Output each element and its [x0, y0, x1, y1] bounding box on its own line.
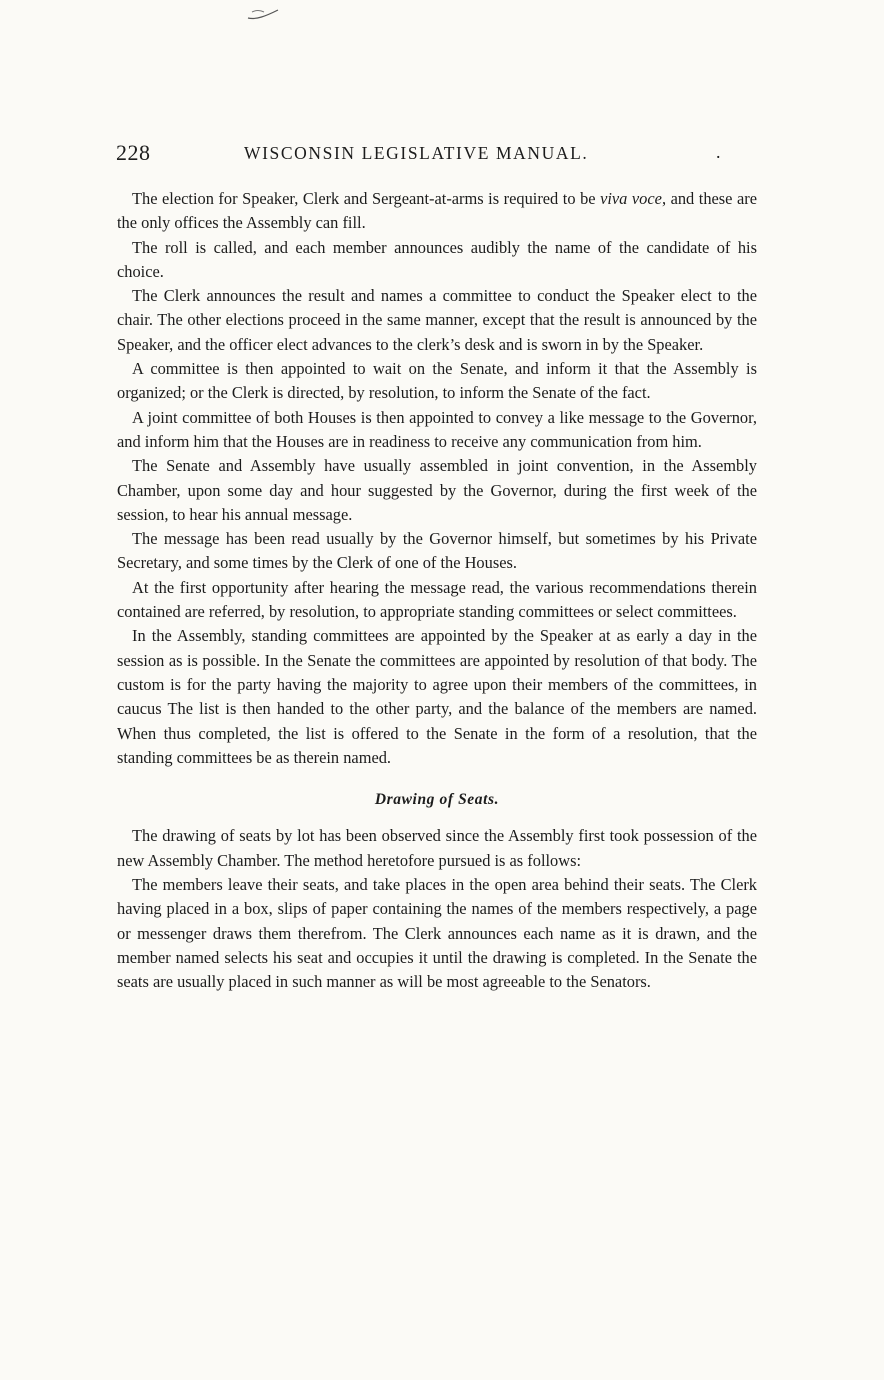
page-body [117, 187, 757, 995]
stray-mark: . [716, 142, 721, 162]
page-header [116, 140, 756, 170]
page-number: 228 [116, 140, 151, 165]
paragraph-clerk-announces: The Clerk announces the result and names a committee to conduct the Speaker elect to the chair. The other elections proceed in the same manner, except that the result is announced by the Speaker, and the officer elect advances to the clerk’s desk and is sworn in by the Speaker. [117, 286, 757, 354]
paragraph-joint-convention: The Senate and Assembly have usually assembled in joint convention, in the Assembly Chamber, upon some day and hour suggested by the Governor, during the first week of the session, to hear his annual message. [117, 456, 757, 524]
running-title: WISCONSIN LEGISLATIVE MANUAL. [244, 143, 589, 163]
paragraph-message-read: The message has been read usually by the Governor himself, but sometimes by his Private Secretary, and some times by the Clerk of one of the Houses. [117, 529, 757, 573]
paragraph-roll-call: The roll is called, and each member announces audibly the name of the candidate of his choice. [117, 237, 757, 281]
paragraph-standing-committees: In the Assembly, standing committees are appointed by the Speaker at as early a day in the session as is possible. In the Senate the committees are appointed by resolution of that body. The custom is for the party having the majority to agree upon their members of the committees, in caucus The list is then handed to the other party, and the balance of the members are named. When thus completed, the list is offered to the Senate in the form of a resolution, that the standing committees be as therein named. [117, 626, 757, 767]
paragraph-members-leave: The members leave their seats, and take places in the open area behind their seats. The Clerk having placed in a box, slips of paper containing the names of the members respectively, a page or messenger draws them therefrom. The Clerk announces each name as it is drawn, and the member named selects his seat and occupies it until the drawing is completed. In the Senate the seats are usually placed in such manner as will be most agreeable to the Senators. [117, 875, 757, 992]
paragraph-election: The election for Speaker, Clerk and Sergeant-at-arms is required to be viva voce, and these are the only offices the Assembly can fill. [117, 189, 757, 233]
paragraph-recommendations: At the first opportunity after hearing the message read, the various recommendations therein contained are referred, by resolution, to appropriate standing committees or select committees. [117, 577, 757, 622]
section-heading: Drawing of Seats. [374, 791, 500, 809]
paragraph-joint-committee: A joint committee of both Houses is then appointed to convey a like message to the Governor, and inform him that the Houses are in readiness to receive any communication from him. [117, 407, 757, 451]
pencil-mark-icon [244, 4, 284, 24]
paragraph-committee-senate: A committee is then appointed to wait on the Senate, and inform it that the Assembly is organized; or the Clerk is directed, by resolution, to inform the Senate of the fact. [117, 359, 757, 403]
paragraph-drawing-seats: The drawing of seats by lot has been observed since the Assembly first took possession of the new Assembly Chamber. The method heretofore pursued is as follows: [117, 826, 757, 870]
italic-term: viva voce [600, 189, 662, 208]
